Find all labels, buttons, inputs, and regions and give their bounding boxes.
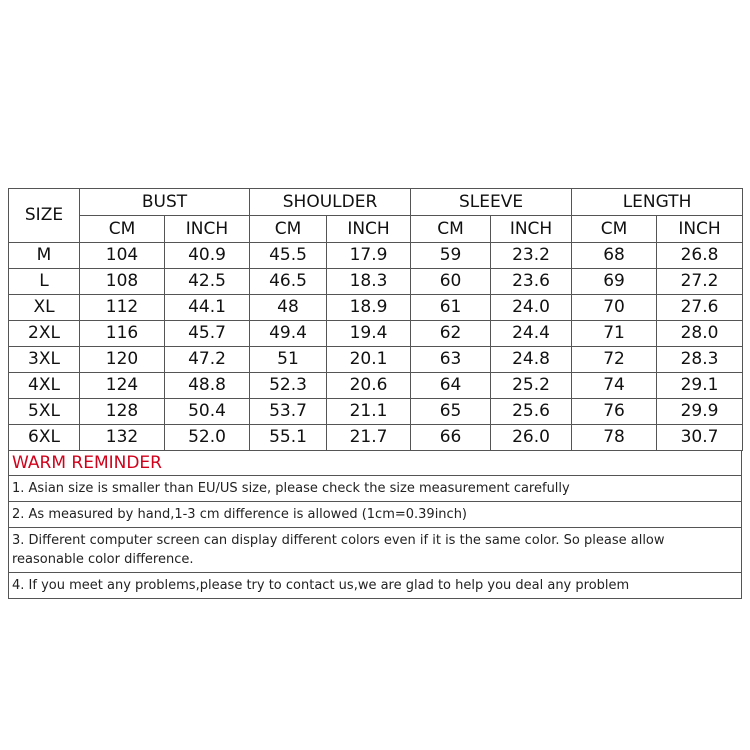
unit-header: CM — [250, 216, 327, 243]
measurement-cell: 23.2 — [491, 243, 572, 269]
measurement-cell: 24.4 — [491, 321, 572, 347]
measurement-cell: 18.3 — [327, 269, 411, 295]
size-table — [8, 188, 743, 451]
size-cell: XL — [9, 295, 80, 321]
size-column-header: SIZE — [9, 189, 80, 243]
measurement-cell: 45.5 — [250, 243, 327, 269]
table-row — [9, 373, 743, 399]
measurement-cell: 21.7 — [327, 425, 411, 451]
measurement-cell: 116 — [80, 321, 165, 347]
measurement-cell: 51 — [250, 347, 327, 373]
measurement-cell: 26.0 — [491, 425, 572, 451]
measurement-cell: 78 — [572, 425, 657, 451]
table-row — [9, 347, 743, 373]
measurement-cell: 112 — [80, 295, 165, 321]
measurement-cell: 108 — [80, 269, 165, 295]
reminder-note: 1. Asian size is smaller than EU/US size, please check the size measurement carefully — [9, 476, 742, 502]
measurement-cell: 26.8 — [657, 243, 743, 269]
size-table-body — [9, 243, 743, 451]
measurement-cell: 49.4 — [250, 321, 327, 347]
measurement-cell: 44.1 — [165, 295, 250, 321]
measurement-cell: 29.1 — [657, 373, 743, 399]
size-cell: 6XL — [9, 425, 80, 451]
measurement-cell: 66 — [411, 425, 491, 451]
warm-reminder-title: WARM REMINDER — [9, 451, 742, 476]
measurement-cell: 65 — [411, 399, 491, 425]
measurement-cell: 17.9 — [327, 243, 411, 269]
unit-header: INCH — [165, 216, 250, 243]
size-cell: M — [9, 243, 80, 269]
reminder-note: 3. Different computer screen can display different colors even if it is the same color. So please allow reasonable color difference. — [9, 528, 742, 573]
measurement-cell: 23.6 — [491, 269, 572, 295]
reminder-note: 2. As measured by hand,1-3 cm difference is allowed (1cm=0.39inch) — [9, 502, 742, 528]
measurement-cell: 53.7 — [250, 399, 327, 425]
table-row — [9, 295, 743, 321]
table-row — [9, 269, 743, 295]
measurement-cell: 29.9 — [657, 399, 743, 425]
measurement-cell: 19.4 — [327, 321, 411, 347]
measurement-cell: 55.1 — [250, 425, 327, 451]
measurement-cell: 48 — [250, 295, 327, 321]
measurement-cell: 50.4 — [165, 399, 250, 425]
measurement-cell: 61 — [411, 295, 491, 321]
table-row — [9, 321, 743, 347]
measurement-cell: 48.8 — [165, 373, 250, 399]
unit-header: INCH — [327, 216, 411, 243]
measurement-cell: 24.8 — [491, 347, 572, 373]
measurement-cell: 30.7 — [657, 425, 743, 451]
unit-header: CM — [411, 216, 491, 243]
unit-header: INCH — [491, 216, 572, 243]
unit-header: INCH — [657, 216, 743, 243]
measurement-cell: 120 — [80, 347, 165, 373]
unit-header: CM — [572, 216, 657, 243]
measurement-cell: 28.3 — [657, 347, 743, 373]
measurement-cell: 64 — [411, 373, 491, 399]
warm-reminder — [8, 451, 742, 599]
measurement-cell: 52.3 — [250, 373, 327, 399]
size-cell: 2XL — [9, 321, 80, 347]
measurement-cell: 68 — [572, 243, 657, 269]
reminder-note: 4. If you meet any problems,please try to contact us,we are glad to help you deal any problem — [9, 573, 742, 599]
measurement-cell: 69 — [572, 269, 657, 295]
group-header-bust: BUST — [80, 189, 250, 216]
measurement-cell: 63 — [411, 347, 491, 373]
measurement-cell: 27.2 — [657, 269, 743, 295]
measurement-cell: 74 — [572, 373, 657, 399]
measurement-cell: 40.9 — [165, 243, 250, 269]
measurement-cell: 27.6 — [657, 295, 743, 321]
measurement-cell: 45.7 — [165, 321, 250, 347]
measurement-cell: 70 — [572, 295, 657, 321]
measurement-cell: 25.6 — [491, 399, 572, 425]
size-cell: L — [9, 269, 80, 295]
measurement-cell: 52.0 — [165, 425, 250, 451]
measurement-cell: 24.0 — [491, 295, 572, 321]
group-header-sleeve: SLEEVE — [411, 189, 572, 216]
measurement-cell: 128 — [80, 399, 165, 425]
unit-header: CM — [80, 216, 165, 243]
measurement-cell: 21.1 — [327, 399, 411, 425]
measurement-cell: 47.2 — [165, 347, 250, 373]
table-row — [9, 399, 743, 425]
group-header-shoulder: SHOULDER — [250, 189, 411, 216]
group-header-row — [9, 189, 743, 216]
measurement-cell: 71 — [572, 321, 657, 347]
size-chart — [8, 188, 742, 599]
measurement-cell: 60 — [411, 269, 491, 295]
measurement-cell: 72 — [572, 347, 657, 373]
measurement-cell: 62 — [411, 321, 491, 347]
group-header-length: LENGTH — [572, 189, 743, 216]
measurement-cell: 25.2 — [491, 373, 572, 399]
measurement-cell: 124 — [80, 373, 165, 399]
measurement-cell: 132 — [80, 425, 165, 451]
measurement-cell: 59 — [411, 243, 491, 269]
size-cell: 5XL — [9, 399, 80, 425]
measurement-cell: 18.9 — [327, 295, 411, 321]
measurement-cell: 28.0 — [657, 321, 743, 347]
size-cell: 3XL — [9, 347, 80, 373]
size-cell: 4XL — [9, 373, 80, 399]
measurement-cell: 42.5 — [165, 269, 250, 295]
measurement-cell: 104 — [80, 243, 165, 269]
measurement-cell: 20.1 — [327, 347, 411, 373]
measurement-cell: 46.5 — [250, 269, 327, 295]
measurement-cell: 20.6 — [327, 373, 411, 399]
unit-header-row — [9, 216, 743, 243]
table-row — [9, 425, 743, 451]
table-row — [9, 243, 743, 269]
measurement-cell: 76 — [572, 399, 657, 425]
